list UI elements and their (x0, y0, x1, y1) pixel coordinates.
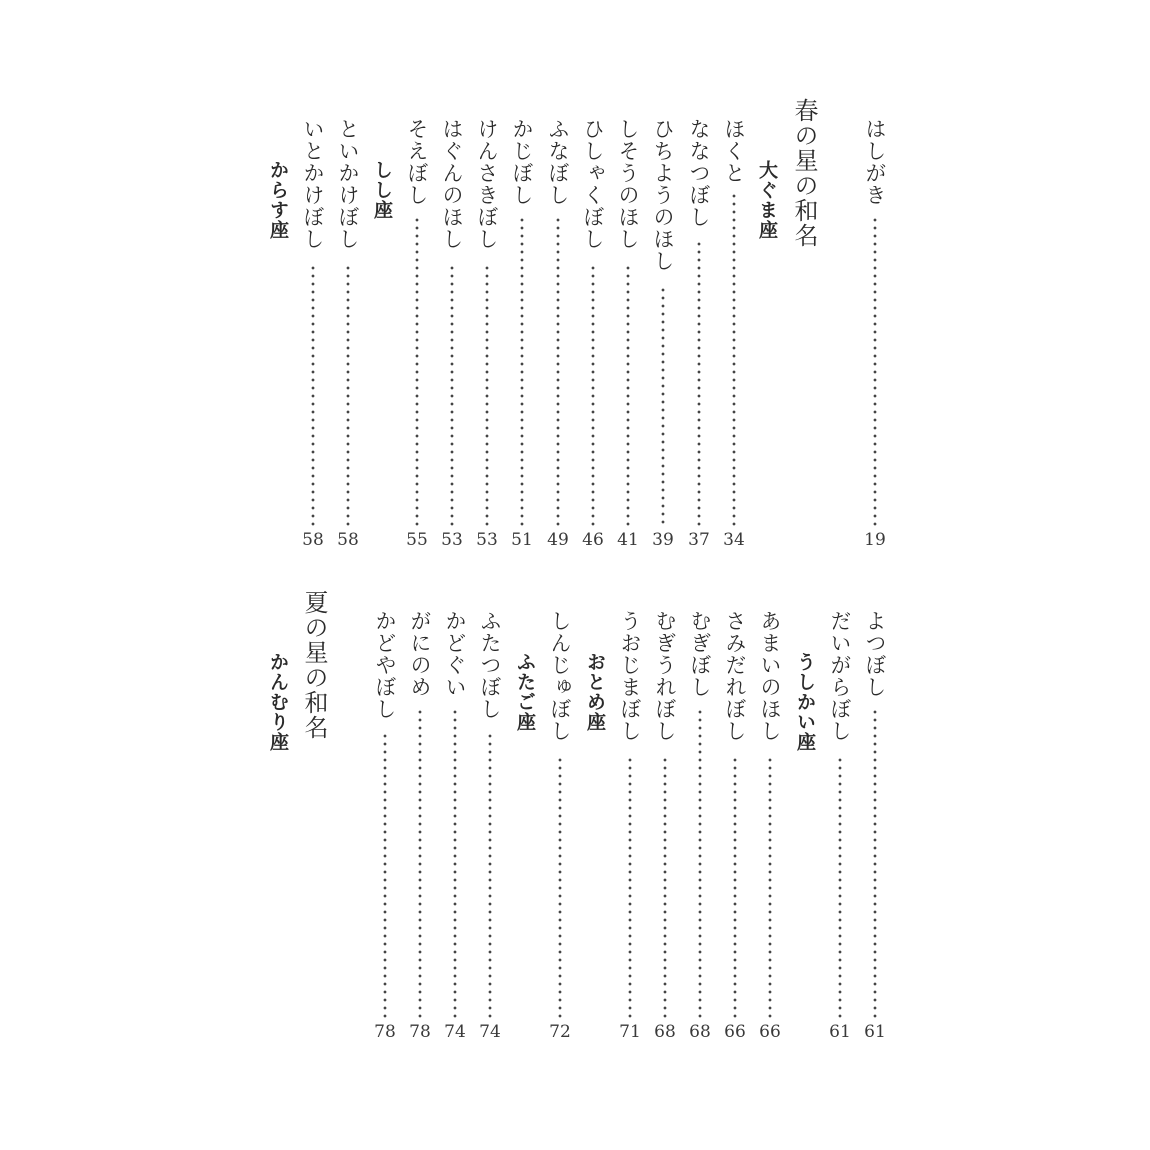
toc-entry-title: ふたつぼし (478, 610, 502, 720)
toc-page-number: 39 (652, 530, 674, 550)
toc-leader (558, 756, 562, 1018)
toc-entry-title: ななつぼし (687, 118, 711, 228)
toc-leader (485, 264, 489, 526)
toc-page-number: 58 (302, 530, 324, 550)
toc-entry-title: さみだれぼし (723, 610, 747, 742)
toc-leader (346, 264, 350, 526)
toc-leader (698, 708, 702, 1018)
toc-entry-title: ひちようのほし (651, 118, 675, 272)
toc-page-number: 74 (444, 1022, 466, 1042)
constellation-heading: おとめ座 (584, 652, 606, 732)
toc-page-number: 61 (864, 1022, 886, 1042)
toc-entry-title: はぐんのほし (440, 118, 464, 250)
toc-leader (873, 216, 877, 526)
toc-leader (768, 756, 772, 1018)
toc-entry-title: けんさきぼし (475, 118, 499, 250)
toc-entry-title: だいがらぼし (828, 610, 852, 742)
toc-leader (488, 732, 492, 1018)
constellation-heading: しし座 (371, 160, 393, 220)
toc-entry-title: はしがき (863, 118, 887, 206)
toc-page-number: 51 (511, 530, 533, 550)
toc-page-number: 68 (689, 1022, 711, 1042)
toc-leader (383, 732, 387, 1018)
toc-entry-title: ふなぼし (546, 118, 570, 206)
toc-leader (697, 240, 701, 526)
toc-entry-title: しんじゅぼし (548, 610, 572, 742)
constellation-heading: うしかい座 (794, 652, 816, 752)
constellation-heading: かんむり座 (267, 652, 289, 752)
toc-leader (591, 264, 595, 526)
toc-entry-title: といかけぼし (336, 118, 360, 250)
toc-page-number: 41 (617, 530, 639, 550)
toc-entry-title: かどやぼし (373, 610, 397, 720)
toc-page-number: 66 (759, 1022, 781, 1042)
toc-leader (733, 756, 737, 1018)
toc-leader (661, 286, 665, 526)
toc-entry-title: しそうのほし (616, 118, 640, 250)
toc-leader (450, 264, 454, 526)
toc-page-number: 78 (409, 1022, 431, 1042)
toc-entry-title: ほくと (722, 118, 746, 184)
constellation-heading: ふたご座 (514, 652, 536, 732)
toc-page-number: 19 (864, 530, 886, 550)
toc-leader (520, 216, 524, 526)
toc-page-number: 37 (688, 530, 710, 550)
toc-leader (311, 264, 315, 526)
constellation-heading: からす座 (267, 160, 289, 240)
toc-leader (626, 264, 630, 526)
toc-leader (732, 192, 736, 526)
toc-entry-title: ひしゃくぼし (581, 118, 605, 250)
toc-page-number: 46 (582, 530, 604, 550)
toc-entry-title: よつぼし (863, 610, 887, 698)
toc-page-number: 74 (479, 1022, 501, 1042)
toc-entry-title: がにのめ (408, 610, 432, 698)
toc-entry-title: かどぐい (443, 610, 467, 698)
toc-leader (556, 216, 560, 526)
toc-page-number: 66 (724, 1022, 746, 1042)
toc-page-number: 49 (547, 530, 569, 550)
toc-entry-title: むぎぼし (688, 610, 712, 698)
constellation-heading: 大ぐま座 (756, 160, 778, 240)
toc-page-number: 72 (549, 1022, 571, 1042)
toc-entry-title: いとかけぼし (301, 118, 325, 250)
section-title-summer: 夏の星の和名 (300, 590, 328, 740)
toc-leader (453, 708, 457, 1018)
toc-page-number: 68 (654, 1022, 676, 1042)
toc-leader (415, 216, 419, 526)
section-title-spring: 春の星の和名 (790, 98, 818, 248)
toc-leader (418, 708, 422, 1018)
toc-entry-title: うおじまぼし (618, 610, 642, 742)
toc-leader (628, 756, 632, 1018)
toc-page-number: 53 (476, 530, 498, 550)
toc-page-number: 78 (374, 1022, 396, 1042)
toc-entry-title: かじぼし (510, 118, 534, 206)
toc-page-number: 34 (723, 530, 745, 550)
toc-entry-title: そえぼし (405, 118, 429, 206)
toc-leader (873, 708, 877, 1018)
toc-leader (663, 756, 667, 1018)
toc-page-number: 55 (406, 530, 428, 550)
toc-entry-title: むぎうれぼし (653, 610, 677, 742)
toc-entry-title: あまいのほし (758, 610, 782, 742)
toc-leader (838, 756, 842, 1018)
toc-page-number: 53 (441, 530, 463, 550)
toc-page-number: 61 (829, 1022, 851, 1042)
toc-page-number: 58 (337, 530, 359, 550)
toc-page-number: 71 (619, 1022, 641, 1042)
